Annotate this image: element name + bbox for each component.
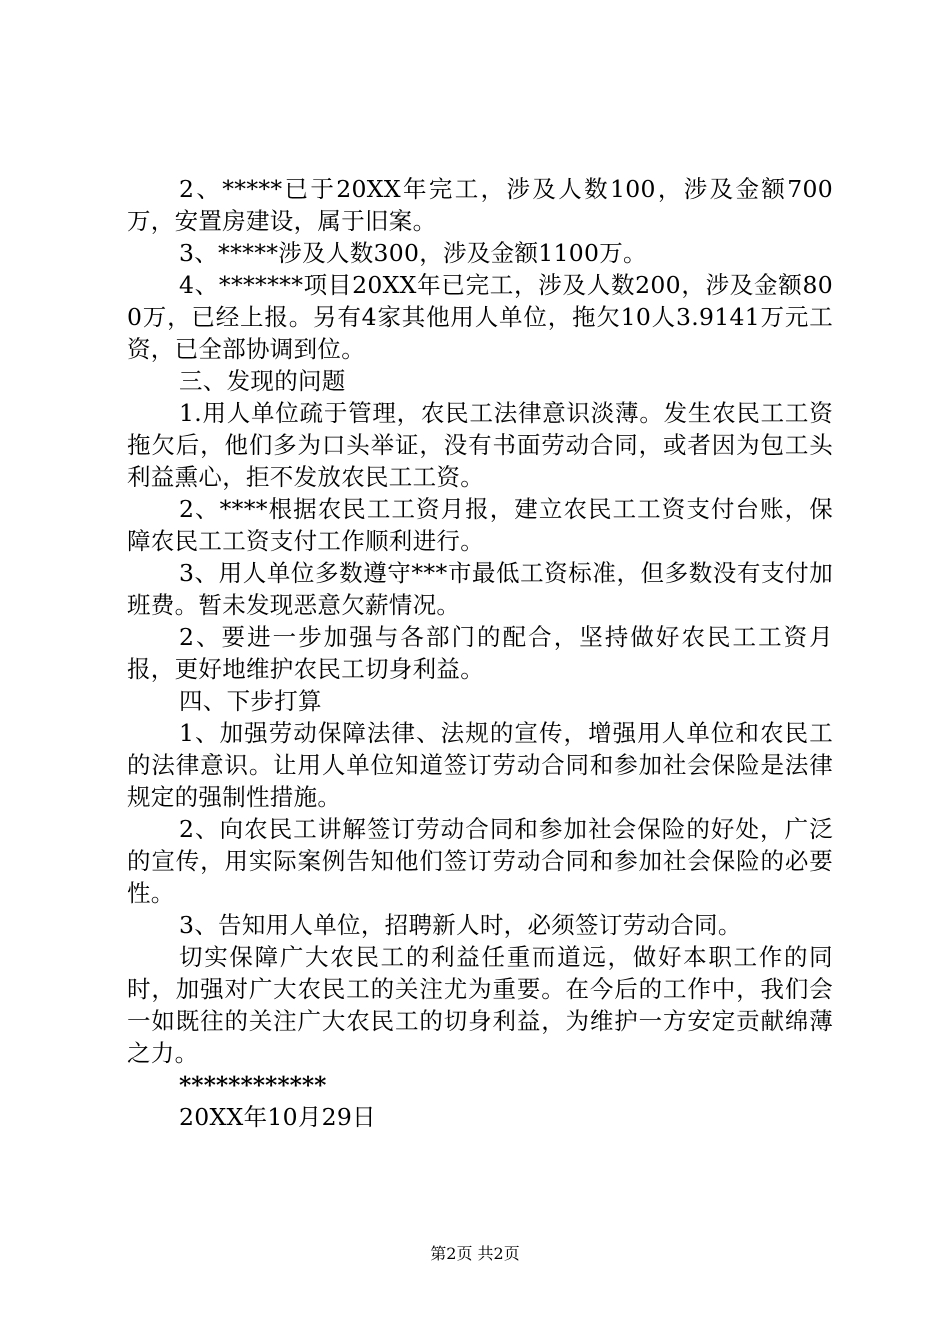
paragraph-plan-1: 1、加强劳动保障法律、法规的宣传，增强用人单位和农民工的法律意识。让用人单位知道签订劳动合同和参加社会保险是法律规定的强制性措施。 xyxy=(127,719,833,811)
paragraph-problem-2: 2、****根据农民工工资月报，建立农民工工资支付台账，保障农民工工资支付工作顺利进行。 xyxy=(127,495,833,555)
date-line: 20XX年10月29日 xyxy=(179,1103,376,1131)
section-heading-next-steps: 四、下步打算 xyxy=(179,687,322,715)
paragraph-problem-1: 1.用人单位疏于管理，农民工法律意识淡薄。发生农民工工资拖欠后，他们多为口头举证，没有书面劳动合同，或者因为包工头利益熏心，拒不发放农民工工资。 xyxy=(127,399,833,491)
paragraph-cooperation: 2、要进一步加强与各部门的配合，坚持做好农民工工资月报，更好地维护农民工切身利益。 xyxy=(127,623,833,683)
section-heading-problems: 三、发现的问题 xyxy=(179,367,346,395)
page-footer: 第2页 共2页 xyxy=(430,1244,520,1263)
paragraph-item-4-project: 4、*******项目20XX年已完工，涉及人数200，涉及金额800万，已经上报。另有4家其他用人单位，拖欠10人3.9141万元工资，已全部协调到位。 xyxy=(127,271,833,363)
document-body xyxy=(127,173,833,1133)
paragraph-problem-3: 3、用人单位多数遵守***市最低工资标准，但多数没有支付加班费。暂未发现恶意欠薪情况。 xyxy=(127,559,833,619)
paragraph-conclusion: 切实保障广大农民工的利益任重而道远，做好本职工作的同时，加强对广大农民工的关注尤为重要。在今后的工作中，我们会一如既往的关注广大农民工的切身利益，为维护一方安定贡献绵薄之力。 xyxy=(127,943,833,1067)
paragraph-plan-3: 3、告知用人单位，招聘新人时，必须签订劳动合同。 xyxy=(179,911,742,939)
paragraph-item-2-completed: 2、*****已于20XX年完工，涉及人数100，涉及金额700万，安置房建设，属于旧案。 xyxy=(127,175,833,235)
paragraph-plan-2: 2、向农民工讲解签订劳动合同和参加社会保险的好处，广泛的宣传，用实际案例告知他们签订劳动合同和参加社会保险的必要性。 xyxy=(127,815,833,907)
signature-line: ************ xyxy=(179,1071,327,1099)
paragraph-item-3: 3、*****涉及人数300，涉及金额1100万。 xyxy=(179,239,647,267)
